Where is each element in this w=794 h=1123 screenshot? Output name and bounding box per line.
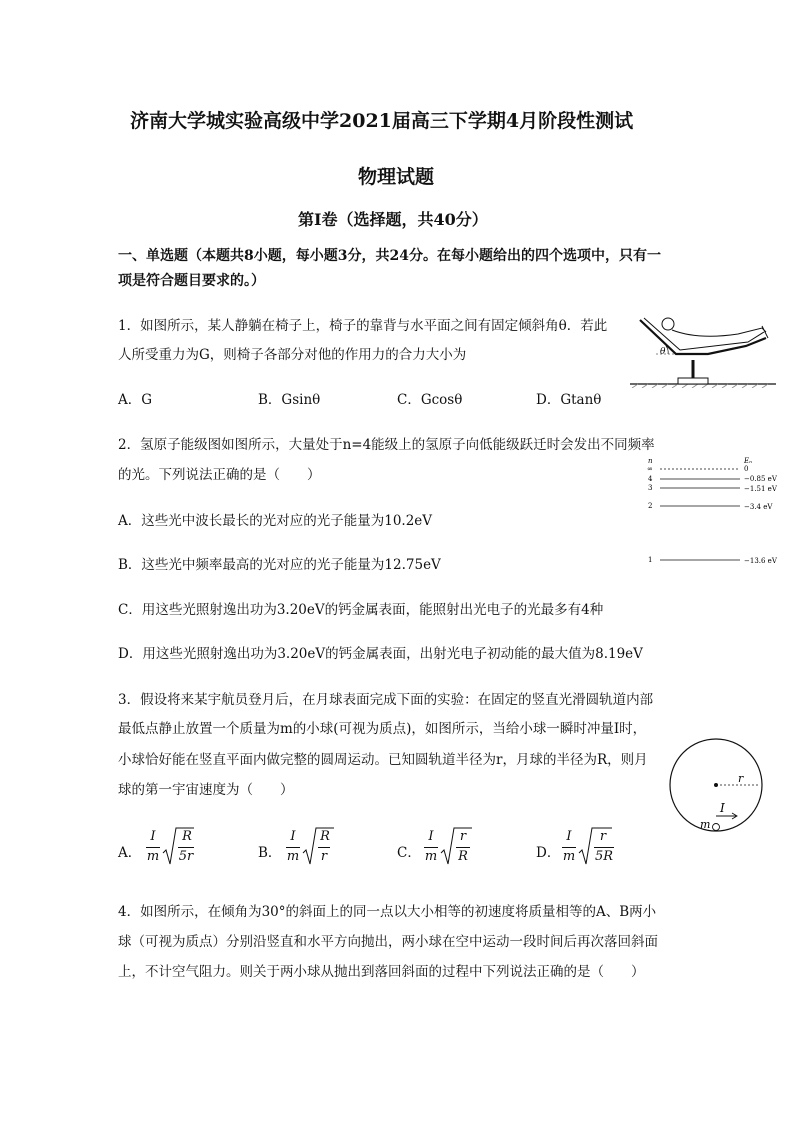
q3-option-d-label: D．	[536, 845, 561, 861]
instruction-line-2: 项是符合题目要求的。）	[118, 273, 265, 289]
q2-text-line-2: 的光。下列说法正确的是（ ）	[118, 467, 321, 483]
q3-option-b-label: B．	[258, 845, 282, 861]
q3-mass-label: m	[700, 818, 711, 831]
q2-option-a: A．这些光中波长最长的光对应的光子能量为10.2eV	[118, 513, 433, 529]
q3-option-a-formula: I m R 5r	[146, 829, 194, 864]
q1-text-line-2: 人所受重力为G，则椅子各部分对他的作用力的合力大小为	[118, 347, 467, 363]
q2-option-c: C．用这些光照射逸出功为3.20eV的钙金属表面，能照射出光电子的光最多有4种	[118, 602, 604, 618]
instruction-line-1: 一、单选题（本题共8小题，每小题3分，共24分。在每小题给出的四个选项中，只有一	[118, 248, 661, 264]
level-n-3: 3	[648, 484, 653, 492]
level-n-1: 1	[648, 556, 653, 564]
q1-option-d: D．Gtanθ	[536, 392, 602, 408]
level-e-inf: 0	[744, 465, 749, 473]
q2-text-line-1: 2．氢原子能级图如图所示，大量处于n=4能级上的氢原子向低能级跃迁时会发出不同频率	[118, 437, 655, 453]
q3-option-c-formula: I m r R	[424, 829, 464, 869]
q2-energy-level-diagram	[644, 454, 784, 570]
q3-text-line-3: 小球恰好能在竖直平面内做完整的圆周运动。已知圆轨道半径为r，月球的半径为R，则月	[118, 752, 648, 768]
q1-angle-label: θ	[660, 347, 666, 357]
level-n-2: 2	[648, 502, 653, 510]
level-e-3: −1.51 eV	[744, 485, 777, 493]
n-axis-label: n	[648, 457, 653, 465]
q3-text-line-2: 最低点静止放置一个质量为m的小球(可视为质点)，如图所示，当给小球一瞬时冲量I时，	[118, 721, 647, 737]
q4-text-line-3: 上，不计空气阻力。则关于两小球从抛出到落回斜面的过程中下列说法正确的是（ ）	[118, 964, 645, 980]
q1-option-c: C．Gcosθ	[397, 392, 463, 408]
q3-option-b-formula: I m R r	[286, 829, 326, 869]
q4-text-line-1: 4．如图所示，在倾角为30°的斜面上的同一点以大小相等的初速度将质量相等的A、B两小	[118, 904, 657, 920]
e-axis-label: Eₙ	[744, 457, 752, 465]
section-heading: 第Ⅰ卷（选择题，共40分）	[298, 210, 488, 229]
level-n-4: 4	[648, 475, 653, 483]
q3-impulse-label: I	[720, 801, 725, 815]
q3-option-c-label: C．	[397, 845, 421, 861]
q3-text-line-4: 球的第一宇宙速度为（ ）	[118, 782, 294, 798]
q3-circular-track-figure	[664, 738, 786, 838]
q1-option-a: A．G	[118, 392, 153, 408]
level-e-2: −3.4 eV	[744, 503, 773, 511]
q3-option-d-formula: I m r 5R	[562, 829, 614, 864]
q3-radius-label: r	[738, 772, 744, 785]
q3-text-line-1: 3．假设将来某宇航员登月后，在月球表面完成下面的实验：在固定的竖直光滑圆轨道内部	[118, 692, 654, 708]
level-n-inf: ∞	[647, 465, 653, 473]
q3-option-a-label: A．	[118, 845, 142, 861]
q1-text-line-1: 1．如图所示，某人静躺在椅子上，椅子的靠背与水平面之间有固定倾斜角θ．若此	[118, 318, 608, 334]
q4-text-line-2: 球（可视为质点）分别沿竖直和水平方向抛出，两小球在空中运动一段时间后再次落回斜面	[118, 934, 658, 950]
q2-option-d: D．用这些光照射逸出功为3.20eV的钙金属表面，出射光电子初动能的最大值为8.19eV	[118, 646, 643, 662]
q2-option-b: B．这些光中频率最高的光对应的光子能量为12.75eV	[118, 557, 441, 573]
level-e-1: −13.6 eV	[744, 557, 777, 565]
exam-subtitle: 物理试题	[358, 166, 435, 188]
exam-title: 济南大学城实验高级中学2021届高三下学期4月阶段性测试	[130, 110, 634, 132]
q1-reclining-chair-figure	[628, 302, 778, 388]
q1-option-b: B．Gsinθ	[258, 392, 321, 408]
level-e-4: −0.85 eV	[744, 475, 777, 483]
